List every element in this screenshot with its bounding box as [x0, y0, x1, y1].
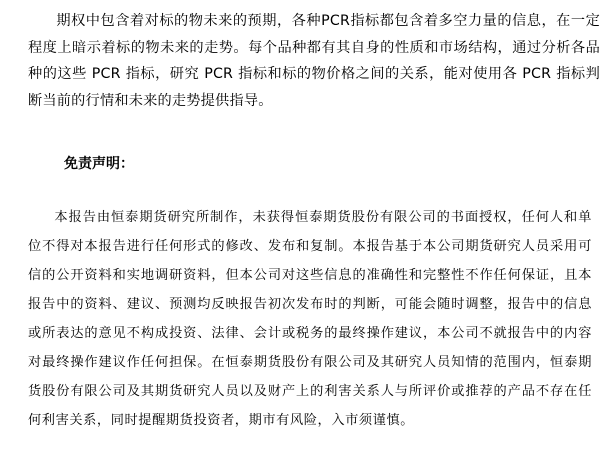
intro-paragraph: 期权中包含着对标的物未来的预期，各种PCR指标都包含着多空力量的信息，在一定程度上暗示着标的物未来的走势。每个品种都有其自身的性质和市场结构，通过分析各品种的这些 PCR 指标，研究 PCR 指标和标的物价格之间的关系，能对使用各 PCR 指标判断当前的行情和未来的走势提供指导。	[28, 13, 600, 109]
disclaimer-heading: 免责声明：	[64, 156, 134, 172]
disclaimer-body: 本报告由恒泰期货研究所制作，未获得恒泰期货股份有限公司的书面授权，任何人和单位不得对本报告进行任何形式的修改、发布和复制。本报告基于本公司期货研究人员采用可信的公开资料和实地调研资料，但本公司对这些信息的准确性和完整性不作任何保证，且本报告中的资料、建议、预测均反映报告初次发布时的判断，可能会随时调整，报告中的信息或所表达的意见不构成投资、法律、会计或税务的最终操作建议，本公司不就报告中的内容对最终操作建议作任何担保。在恒泰期货股份有限公司及其研究人员知情的范围内，恒泰期货股份有限公司及其期货研究人员以及财产上的利害关系人与所评价或推荐的产品不存在任何利害关系，同时提醒期货投资者，期市有风险，入市须谨慎。	[28, 210, 592, 428]
